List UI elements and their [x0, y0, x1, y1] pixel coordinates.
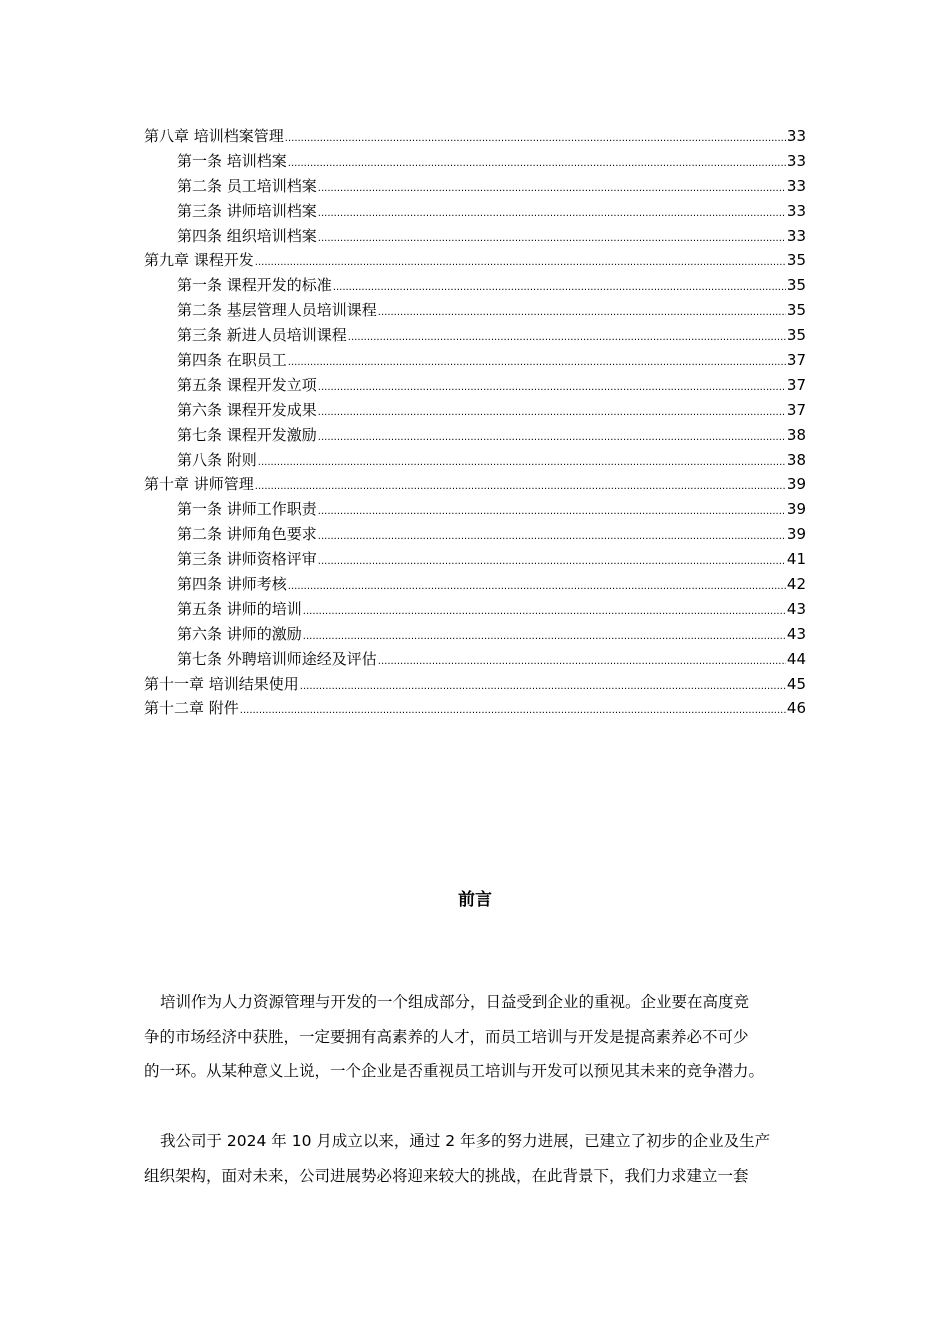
toc-article-entry[interactable]: [144, 522, 806, 547]
toc-dot-leader: [288, 351, 786, 376]
toc-page-number: 43: [786, 624, 806, 643]
toc-entry-label: 第七条 课程开发激励: [177, 425, 317, 444]
toc-article-entry[interactable]: [144, 348, 806, 373]
toc-dot-leader: [300, 675, 786, 700]
toc-chapter-entry[interactable]: [144, 672, 806, 697]
toc-page-number: 37: [786, 351, 806, 370]
toc-article-entry[interactable]: [144, 597, 806, 622]
toc-entry-label: 第四条 讲师考核: [177, 575, 287, 594]
toc-entry-label: 第一条 培训档案: [177, 151, 287, 170]
table-of-contents: [144, 124, 806, 721]
toc-entry-label: 第一条 讲师工作职责: [177, 500, 317, 519]
toc-dot-leader: [378, 650, 786, 675]
toc-entry-label: 第四条 在职员工: [177, 351, 287, 370]
toc-page-number: 33: [786, 151, 806, 170]
toc-entry-label: 第十章 讲师管理: [144, 475, 254, 494]
toc-page-number: 35: [786, 326, 806, 345]
toc-dot-leader: [318, 426, 786, 451]
toc-dot-leader: [318, 227, 786, 252]
toc-entry-label: 第一条 课程开发的标准: [177, 276, 332, 295]
toc-entry-label: 第二条 基层管理人员培训课程: [177, 301, 377, 320]
toc-article-entry[interactable]: [144, 298, 806, 323]
toc-page-number: 39: [786, 525, 806, 544]
toc-dot-leader: [333, 276, 786, 301]
paragraph-line: 组织架构，面对未来，公司进展势必将迎来较大的挑战，在此背景下，我们力求建立一套: [144, 1166, 749, 1185]
toc-article-entry[interactable]: [144, 448, 806, 473]
toc-entry-label: 第九章 课程开发: [144, 251, 254, 270]
preface-paragraph: [144, 985, 809, 1089]
toc-dot-leader: [318, 376, 786, 401]
toc-dot-leader: [318, 550, 786, 575]
toc-article-entry[interactable]: [144, 572, 806, 597]
toc-entry-label: 第二条 讲师角色要求: [177, 525, 317, 544]
toc-page-number: 33: [786, 127, 806, 145]
toc-article-entry[interactable]: [144, 647, 806, 672]
toc-page-number: 38: [786, 425, 806, 444]
toc-article-entry[interactable]: [144, 224, 806, 249]
toc-entry-label: 第二条 员工培训档案: [177, 176, 317, 195]
toc-dot-leader: [288, 152, 786, 177]
toc-dot-leader: [255, 475, 786, 500]
toc-page-number: 37: [786, 400, 806, 419]
paragraph-line: 我公司于 2024 年 10 月成立以来，通过 2 年多的努力进展，已建立了初步的企业及生产: [160, 1132, 771, 1151]
toc-dot-leader: [318, 401, 786, 426]
toc-chapter-entry[interactable]: [144, 248, 806, 273]
toc-page-number: 43: [786, 599, 806, 618]
toc-dot-leader: [318, 177, 786, 202]
toc-entry-label: 第八章 培训档案管理: [144, 127, 284, 145]
toc-page-number: 37: [786, 375, 806, 394]
toc-entry-label: 第七条 外聘培训师途经及评估: [177, 649, 377, 668]
toc-article-entry[interactable]: [144, 497, 806, 522]
preface-body: [144, 985, 809, 1229]
toc-entry-label: 第六条 课程开发成果: [177, 400, 317, 419]
toc-entry-label: 第十一章 培训结果使用: [144, 674, 299, 693]
toc-dot-leader: [303, 600, 786, 625]
toc-dot-leader: [255, 251, 786, 276]
toc-page-number: 35: [786, 251, 806, 270]
preface-paragraph: [144, 1124, 809, 1193]
toc-page-number: 38: [786, 450, 806, 469]
toc-dot-leader: [318, 202, 786, 227]
paragraph-line: 争的市场经济中获胜，一定要拥有高素养的人才，而员工培训与开发是提高素养必不可少: [144, 1027, 749, 1046]
toc-article-entry[interactable]: [144, 622, 806, 647]
toc-entry-label: 第五条 课程开发立项: [177, 375, 317, 394]
toc-dot-leader: [318, 500, 786, 525]
toc-entry-label: 第三条 讲师培训档案: [177, 201, 317, 220]
toc-chapter-entry[interactable]: [144, 124, 806, 149]
toc-dot-leader: [348, 326, 786, 351]
paragraph-line: 培训作为人力资源管理与开发的一个组成部分，日益受到企业的重视。企业要在高度竞: [160, 993, 750, 1011]
toc-dot-leader: [318, 525, 786, 550]
toc-page-number: 44: [786, 649, 806, 668]
toc-dot-leader: [240, 699, 786, 724]
toc-entry-label: 第四条 组织培训档案: [177, 226, 317, 245]
toc-chapter-entry[interactable]: [144, 472, 806, 497]
toc-chapter-entry[interactable]: [144, 696, 806, 721]
toc-page-number: 39: [786, 500, 806, 519]
toc-page-number: 35: [786, 301, 806, 320]
toc-article-entry[interactable]: [144, 373, 806, 398]
toc-dot-leader: [378, 301, 786, 326]
toc-article-entry[interactable]: [144, 199, 806, 224]
toc-page-number: 39: [786, 475, 806, 494]
toc-article-entry[interactable]: [144, 174, 806, 199]
toc-entry-label: 第三条 新进人员培训课程: [177, 326, 347, 345]
toc-page-number: 45: [786, 674, 806, 693]
toc-article-entry[interactable]: [144, 273, 806, 298]
paragraph-line: 的一环。从某种意义上说，一个企业是否重视员工培训与开发可以预见其未来的竞争潜力。: [144, 1062, 765, 1081]
toc-page-number: 33: [786, 226, 806, 245]
toc-page-number: 35: [786, 276, 806, 295]
toc-dot-leader: [288, 575, 786, 600]
toc-dot-leader: [258, 451, 786, 476]
toc-page-number: 33: [786, 176, 806, 195]
toc-article-entry[interactable]: [144, 547, 806, 572]
toc-dot-leader: [285, 127, 786, 152]
toc-page-number: 46: [786, 699, 806, 718]
toc-entry-label: 第八条 附则: [177, 450, 257, 469]
toc-article-entry[interactable]: [144, 149, 806, 174]
toc-entry-label: 第三条 讲师资格评审: [177, 550, 317, 569]
toc-article-entry[interactable]: [144, 398, 806, 423]
toc-entry-label: 第十二章 附件: [144, 699, 239, 718]
toc-page-number: 33: [786, 201, 806, 220]
toc-page-number: 42: [786, 575, 806, 594]
toc-article-entry[interactable]: [144, 323, 806, 348]
toc-page-number: 41: [786, 550, 806, 569]
toc-article-entry[interactable]: [144, 423, 806, 448]
toc-entry-label: 第六条 讲师的激励: [177, 624, 302, 643]
preface-title: 前言: [458, 890, 492, 910]
toc-entry-label: 第五条 讲师的培训: [177, 599, 302, 618]
